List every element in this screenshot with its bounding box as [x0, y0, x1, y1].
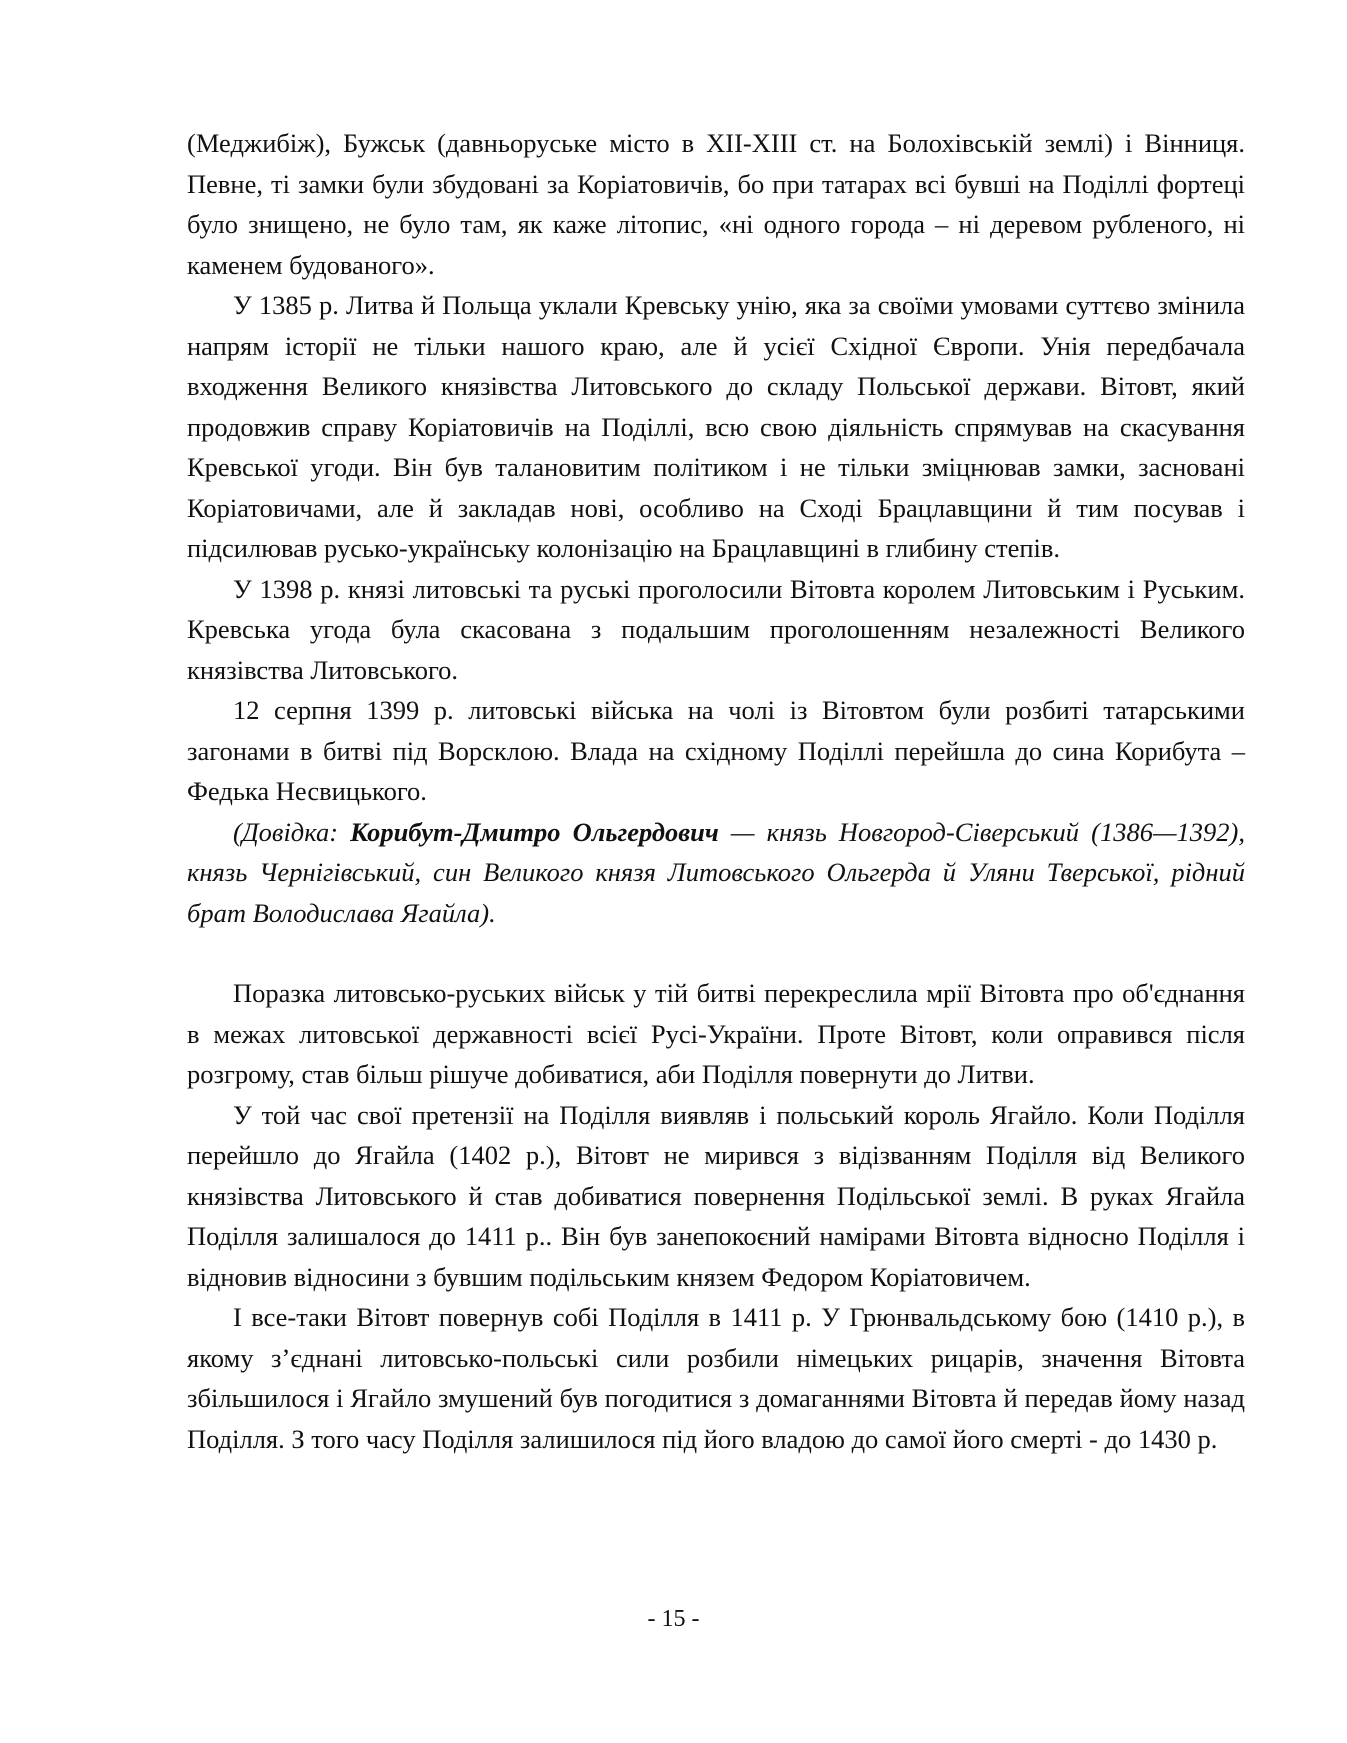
- note-text: — князь Новгород-Сіверський (1386—1392), князь Чернігівський, син Великого князя Литовського Ольгерда й Уляни Тверської, рідний брат Володислава Ягайла).: [187, 816, 1245, 928]
- paragraph-5: Поразка литовсько-руських військ у тій битві перекреслила мрії Вітовта про об'єднання в межах литовської державності всієї Русі-України. Проте Вітовт, коли оправився після розгрому, став більш рішуче добиватися, аби Поділля повернути до Литви.: [187, 978, 1245, 1089]
- note-name: Корибут-Дмитро Ольгердович: [350, 816, 719, 847]
- paragraph-3: У 1398 р. князі литовські та руські проголосили Вітовта королем Литовським і Руським. Кревська угода була скасована з подальшим проголошенням незалежності Великого князівства Литовського.: [187, 573, 1245, 685]
- page-body: [187, 123, 1245, 1459]
- paragraph-6: У той час свої претензії на Поділля виявляв і польський король Ягайло. Коли Поділля перейшло до Ягайла (1402 р.), Вітовт не мирився з відізванням Поділля від Великого князівства Литовського й став добиватися повернення Подільської землі. В руках Ягайла Поділля залишалося до 1411 р.. Він був занепокоєний намірами Вітовта відносно Поділля і відновив відносини з бувшим подільським князем Федором Коріатовичем.: [187, 1099, 1245, 1292]
- paragraph-4: 12 серпня 1399 р. литовські війська на чолі із Вітовтом були розбиті татарськими загонами в битві під Ворсклою. Влада на східному Поділлі перейшла до сина Корибута – Федька Несвицького.: [187, 695, 1245, 806]
- paragraph-1: (Меджибіж), Бужськ (давньоруське місто в XII-XIII ст. на Болохівській землі) і Вінниця. Певне, ті замки були збудовані за Коріатовичів, бо при татарах всі бувші на Поділлі фортеці було знищено, не було там, як каже літопис, «ні одного города – ні деревом рубленого, ні каменем будованого».: [187, 128, 1245, 280]
- paragraph-7: І все-таки Вітовт повернув собі Поділля в 1411 р. У Грюнвальдському бою (1410 р.), в якому з’єднані литовсько-польські сили розбили німецьких рицарів, значення Вітовта збільшилося і Ягайло змушений був погодитися з домаганнями Вітовта й передав йому назад Поділля. З того часу Поділля залишилося під його владою до самої його смерті - до 1430 р.: [187, 1302, 1245, 1454]
- spacer: [187, 933, 1245, 973]
- paragraph-2: У 1385 р. Литва й Польща уклали Кревську унію, яка за своїми умовами суттєво змінила напрям історії не тільки нашого краю, але й усієї Східної Європи. Унія передбачала входження Великого князівства Литовського до складу Польської держави. Вітовт, який продовжив справу Коріатовичів на Поділлі, всю свою діяльність спрямував на скасування Кревської угоди. Він був талановитим політиком і не тільки зміцнював замки, засновані Коріатовичами, але й закладав нові, особливо на Сході Брацлавщини й тим посував і підсилював русько-українську колонізацію на Брацлавщині в глибину степів.: [187, 290, 1245, 563]
- page-number: - 15 -: [647, 1606, 700, 1632]
- reference-note: [187, 812, 1245, 934]
- note-prefix: (Довідка:: [233, 816, 351, 847]
